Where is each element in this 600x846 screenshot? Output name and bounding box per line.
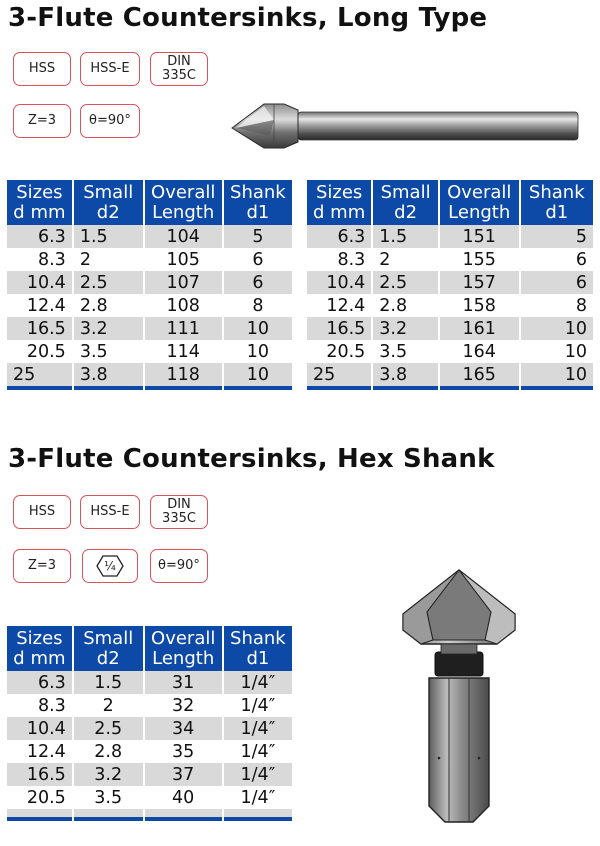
cell-overall: 157: [439, 271, 520, 294]
col-header-shank: Shank d1: [223, 626, 292, 671]
col-header-small: Small d2: [73, 180, 144, 225]
cell-overall: 104: [144, 225, 223, 248]
cell-shank: 5: [520, 225, 593, 248]
cell-overall: 161: [439, 317, 520, 340]
cell-size: 25: [307, 363, 372, 386]
table-row: [7, 225, 292, 248]
cell-small: 3.2: [73, 763, 144, 786]
cell-size: 10.4: [7, 717, 73, 740]
table-row: [307, 317, 593, 340]
din-badge-line2: 335C: [162, 68, 196, 83]
z-badge: Z=3: [13, 549, 71, 583]
table-row: [7, 271, 292, 294]
cell-size: 12.4: [7, 294, 73, 317]
table-bottom-bar: [7, 386, 292, 390]
table-header-row: [7, 626, 292, 671]
table-row: [7, 294, 292, 317]
section1-title: 3-Flute Countersinks, Long Type: [8, 3, 488, 33]
cell-small: 3.5: [73, 786, 144, 809]
long-type-table-right: [307, 180, 593, 390]
cell-shank: 1/4″: [240, 741, 276, 762]
col-header-shank: Shank d1: [223, 180, 292, 225]
table-bottom-bar: [7, 817, 292, 821]
col-header-small: Small d2: [73, 626, 144, 671]
cell-shank: 6: [520, 271, 593, 294]
cell-small: 3.2: [73, 317, 144, 340]
cell-overall: 35: [144, 740, 223, 763]
cell-small: 2.8: [372, 294, 439, 317]
hex-countersink-drawing: [393, 566, 525, 826]
cell-shank: 6: [575, 249, 587, 270]
cell-shank: 6: [223, 271, 292, 294]
cell-overall: 37: [144, 763, 223, 786]
cell-shank: 8: [575, 295, 587, 316]
cell-size: 10.4: [7, 271, 73, 294]
table-header-row: [307, 180, 593, 225]
cell-small: 2.5: [73, 271, 144, 294]
table-header-row: [7, 180, 292, 225]
cell-size: 20.5: [7, 786, 73, 809]
cell-small: 2.8: [73, 740, 144, 763]
col-header-small: Small d2: [372, 180, 439, 225]
cell-shank: 10: [223, 317, 292, 340]
cell-overall: 155: [439, 248, 520, 271]
cell-shank: 6: [252, 249, 264, 270]
cell-size: 25: [7, 363, 73, 386]
cell-overall: 114: [144, 340, 223, 363]
table-row: [307, 225, 593, 248]
table-row: [7, 786, 292, 809]
cell-size: 6.3: [7, 671, 73, 694]
table-row: [307, 363, 593, 386]
din-badge: [150, 495, 208, 529]
cell-shank: 10: [246, 341, 270, 362]
cell-small: 1.5: [73, 225, 144, 248]
cell-size: 10.4: [307, 271, 372, 294]
cell-small: 1.5: [372, 225, 439, 248]
table-row: [7, 317, 292, 340]
col-header-shank: Shank d1: [520, 180, 593, 225]
angle-badge: θ=90°: [150, 549, 208, 583]
col-header-sizes: Sizes d mm: [307, 180, 372, 225]
cell-overall: 108: [144, 294, 223, 317]
din-badge-line1: DIN: [167, 497, 191, 512]
table-row: [7, 248, 292, 271]
cell-size: 12.4: [7, 740, 73, 763]
cell-shank: 1/4″: [240, 787, 276, 808]
col-header-sizes: Sizes d mm: [7, 626, 73, 671]
hsse-badge: HSS-E: [80, 52, 140, 86]
din-badge-line1: DIN: [167, 54, 191, 69]
hsse-badge: HSS-E: [80, 495, 140, 529]
cell-small: 3.8: [73, 363, 144, 386]
cell-size: 8.3: [7, 694, 73, 717]
table-row: [307, 294, 593, 317]
hss-badge: HSS: [13, 495, 71, 529]
cell-shank: 10: [520, 317, 593, 340]
table-row: [7, 740, 292, 763]
cell-shank: 1/4″: [223, 671, 292, 694]
cell-overall: 32: [144, 694, 223, 717]
cell-small: 2: [372, 248, 439, 271]
table-row: [7, 671, 292, 694]
table-row: [7, 340, 292, 363]
cell-size: 8.3: [7, 248, 73, 271]
cell-small: 2.8: [73, 294, 144, 317]
table-row: [307, 340, 593, 363]
hss-badge: HSS: [13, 52, 71, 86]
z-badge: Z=3: [13, 104, 71, 138]
col-header-overall: Overall Length: [144, 180, 223, 225]
table-row: [307, 271, 593, 294]
cell-overall: 164: [439, 340, 520, 363]
table-row: [7, 694, 292, 717]
cell-shank: 10: [520, 363, 593, 386]
cell-shank: 8: [252, 295, 264, 316]
cell-small: 3.5: [372, 340, 439, 363]
hex-shank-badge: [82, 549, 138, 583]
cell-shank: 10: [223, 363, 292, 386]
cell-overall: 105: [144, 248, 223, 271]
angle-badge: θ=90°: [80, 104, 140, 138]
col-header-overall: Overall Length: [144, 626, 223, 671]
hex-shank-label: ¼: [104, 559, 116, 574]
cell-small: 1.5: [73, 671, 144, 694]
cell-size: 8.3: [307, 248, 372, 271]
cell-small: 2: [73, 248, 144, 271]
cell-overall: 34: [144, 717, 223, 740]
cell-size: 16.5: [7, 317, 73, 340]
cell-overall: 111: [144, 317, 223, 340]
cell-overall: 151: [439, 225, 520, 248]
long-countersink-drawing: [228, 98, 584, 154]
cell-size: 12.4: [307, 294, 372, 317]
cell-shank: 1/4″: [223, 717, 292, 740]
cell-size: 16.5: [7, 763, 73, 786]
cell-size: 6.3: [7, 225, 73, 248]
cell-overall: 40: [144, 786, 223, 809]
cell-shank: 10: [564, 341, 587, 362]
col-header-sizes: Sizes d mm: [7, 180, 73, 225]
cell-size: 20.5: [307, 340, 372, 363]
hex-shank-table: [7, 626, 292, 821]
table-row: [7, 809, 292, 817]
din-badge-line2: 335C: [162, 511, 196, 526]
cell-small: 3.8: [372, 363, 439, 386]
cell-small: 3.5: [73, 340, 144, 363]
col-header-overall: Overall Length: [439, 180, 520, 225]
cell-overall: 165: [439, 363, 520, 386]
table-row: [7, 363, 292, 386]
section2-title: 3-Flute Countersinks, Hex Shank: [8, 444, 495, 474]
din-badge: [150, 52, 208, 86]
cell-overall: 118: [144, 363, 223, 386]
cell-small: 2.5: [372, 271, 439, 294]
table-row: [7, 717, 292, 740]
cell-shank: 1/4″: [240, 695, 276, 716]
cell-shank: 5: [223, 225, 292, 248]
hex-shank-icon: [90, 554, 130, 578]
cell-size: 20.5: [7, 340, 73, 363]
cell-overall: 107: [144, 271, 223, 294]
table-row: [7, 763, 292, 786]
cell-small: 2: [73, 694, 144, 717]
table-bottom-bar: [307, 386, 593, 390]
cell-small: 3.2: [372, 317, 439, 340]
cell-overall: 158: [439, 294, 520, 317]
table-row: [307, 248, 593, 271]
cell-overall: 31: [144, 671, 223, 694]
cell-shank: 1/4″: [223, 763, 292, 786]
cell-small: 2.5: [73, 717, 144, 740]
cell-size: 16.5: [307, 317, 372, 340]
cell-size: 6.3: [307, 225, 372, 248]
long-type-table-left: [7, 180, 292, 390]
